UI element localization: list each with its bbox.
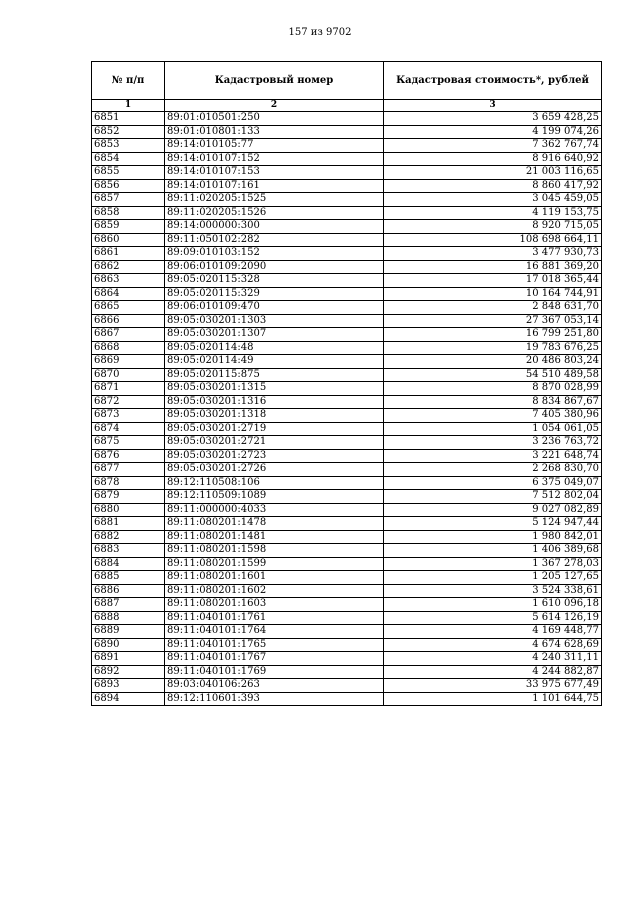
cadastral-value-table [91,61,602,706]
column-index-1: 1 [92,100,165,112]
cadastral-number: 89:09:010103:152 [165,247,384,261]
cadastral-number: 89:11:080201:1602 [165,584,384,598]
column-header-cadastral-value: Кадастровая стоимость*, рублей [384,62,602,100]
row-number: 6889 [92,625,165,639]
cadastral-number: 89:05:020115:875 [165,368,384,382]
table-row [92,571,602,585]
cadastral-value: 7 362 767,74 [384,139,602,153]
table-row [92,382,602,396]
cadastral-value: 3 236 763,72 [384,436,602,450]
cadastral-value: 8 870 028,99 [384,382,602,396]
cadastral-number: 89:05:030201:2726 [165,463,384,477]
cadastral-number: 89:05:030201:1318 [165,409,384,423]
cadastral-value: 108 698 664,11 [384,233,602,247]
cadastral-number: 89:14:010105:77 [165,139,384,153]
table-row [92,436,602,450]
cadastral-value: 6 375 049,07 [384,476,602,490]
cadastral-value: 4 169 448,77 [384,625,602,639]
table-row [92,692,602,706]
cadastral-value: 9 027 082,89 [384,503,602,517]
row-number: 6876 [92,449,165,463]
cadastral-value: 5 614 126,19 [384,611,602,625]
row-number: 6882 [92,530,165,544]
cadastral-value: 1 205 127,65 [384,571,602,585]
table-row [92,152,602,166]
cadastral-number: 89:05:020115:329 [165,287,384,301]
row-number: 6865 [92,301,165,315]
row-number: 6888 [92,611,165,625]
row-number: 6861 [92,247,165,261]
cadastral-number: 89:11:080201:1478 [165,517,384,531]
row-number: 6890 [92,638,165,652]
row-number: 6866 [92,314,165,328]
row-number: 6884 [92,557,165,571]
cadastral-value: 3 045 459,05 [384,193,602,207]
row-number: 6891 [92,652,165,666]
table-row [92,368,602,382]
row-number: 6880 [92,503,165,517]
row-number: 6883 [92,544,165,558]
cadastral-number: 89:05:020114:49 [165,355,384,369]
table-row [92,490,602,504]
cadastral-number: 89:05:020114:48 [165,341,384,355]
cadastral-number: 89:12:110508:106 [165,476,384,490]
cadastral-number: 89:05:030201:2721 [165,436,384,450]
row-number: 6860 [92,233,165,247]
cadastral-value: 7 405 380,96 [384,409,602,423]
cadastral-number: 89:11:080201:1481 [165,530,384,544]
row-number: 6873 [92,409,165,423]
cadastral-value: 1 367 278,03 [384,557,602,571]
cadastral-number: 89:12:110509:1089 [165,490,384,504]
cadastral-value: 21 003 116,65 [384,166,602,180]
table-row [92,274,602,288]
row-number: 6875 [92,436,165,450]
cadastral-number: 89:14:000000:300 [165,220,384,234]
row-number: 6877 [92,463,165,477]
row-number: 6874 [92,422,165,436]
row-number: 6871 [92,382,165,396]
cadastral-number: 89:11:080201:1603 [165,598,384,612]
cadastral-number: 89:11:020205:1526 [165,206,384,220]
row-number: 6894 [92,692,165,706]
row-number: 6870 [92,368,165,382]
table-row [92,328,602,342]
row-number: 6893 [92,679,165,693]
cadastral-value: 5 124 947,44 [384,517,602,531]
table-row [92,355,602,369]
cadastral-number: 89:14:010107:161 [165,179,384,193]
row-number: 6878 [92,476,165,490]
cadastral-value: 7 512 802,04 [384,490,602,504]
cadastral-value: 20 486 803,24 [384,355,602,369]
row-number: 6887 [92,598,165,612]
cadastral-value: 33 975 677,49 [384,679,602,693]
row-number: 6856 [92,179,165,193]
cadastral-value: 3 221 648,74 [384,449,602,463]
column-index-3: 3 [384,100,602,112]
cadastral-value: 1 980 842,01 [384,530,602,544]
row-number: 6857 [92,193,165,207]
cadastral-number: 89:14:010107:153 [165,166,384,180]
table-row [92,544,602,558]
table-row [92,139,602,153]
cadastral-number: 89:11:040101:1769 [165,665,384,679]
row-number: 6868 [92,341,165,355]
table-row [92,260,602,274]
table-row [92,625,602,639]
cadastral-value: 1 406 389,68 [384,544,602,558]
cadastral-value: 4 119 153,75 [384,206,602,220]
cadastral-number: 89:11:080201:1601 [165,571,384,585]
cadastral-value: 1 054 061,05 [384,422,602,436]
cadastral-value: 17 018 365,44 [384,274,602,288]
row-number: 6885 [92,571,165,585]
table-row [92,247,602,261]
cadastral-number: 89:11:040101:1761 [165,611,384,625]
table-row [92,409,602,423]
cadastral-number: 89:05:030201:1315 [165,382,384,396]
row-number: 6892 [92,665,165,679]
cadastral-value: 2 268 830,70 [384,463,602,477]
table-row [92,166,602,180]
cadastral-number: 89:11:080201:1598 [165,544,384,558]
cadastral-number: 89:05:030201:1307 [165,328,384,342]
row-number: 6864 [92,287,165,301]
column-index-2: 2 [165,100,384,112]
row-number: 6879 [92,490,165,504]
cadastral-value: 4 240 311,11 [384,652,602,666]
table-row [92,584,602,598]
row-number: 6854 [92,152,165,166]
table-row [92,233,602,247]
row-number: 6858 [92,206,165,220]
cadastral-value: 8 916 640,92 [384,152,602,166]
row-number: 6867 [92,328,165,342]
row-number: 6881 [92,517,165,531]
table-row [92,463,602,477]
cadastral-value: 4 674 628,69 [384,638,602,652]
table-row [92,287,602,301]
column-header-cadastral-number: Кадастровый номер [165,62,384,100]
table-row [92,112,602,126]
cadastral-value: 4 199 074,26 [384,125,602,139]
cadastral-number: 89:11:040101:1764 [165,625,384,639]
table-row [92,449,602,463]
cadastral-value: 8 860 417,92 [384,179,602,193]
cadastral-number: 89:05:030201:2719 [165,422,384,436]
row-number: 6863 [92,274,165,288]
cadastral-number: 89:05:020115:328 [165,274,384,288]
cadastral-value: 8 920 715,05 [384,220,602,234]
cadastral-number: 89:03:040106:263 [165,679,384,693]
cadastral-number: 89:12:110601:393 [165,692,384,706]
table-row [92,206,602,220]
cadastral-number: 89:11:020205:1525 [165,193,384,207]
table-row [92,301,602,315]
cadastral-value: 54 510 489,58 [384,368,602,382]
table-row [92,422,602,436]
table-row [92,517,602,531]
table-row [92,652,602,666]
table-row [92,220,602,234]
row-number: 6859 [92,220,165,234]
cadastral-number: 89:11:080201:1599 [165,557,384,571]
table-row [92,665,602,679]
table-row [92,638,602,652]
table-header-row [92,62,602,100]
cadastral-value: 16 799 251,80 [384,328,602,342]
table-row [92,341,602,355]
cadastral-number: 89:06:010109:2090 [165,260,384,274]
cadastral-value: 1 101 644,75 [384,692,602,706]
table-row [92,530,602,544]
cadastral-number: 89:11:050102:282 [165,233,384,247]
cadastral-value: 4 244 882,87 [384,665,602,679]
cadastral-value: 16 881 369,20 [384,260,602,274]
row-number: 6852 [92,125,165,139]
table-row [92,611,602,625]
table-row [92,395,602,409]
table-row [92,503,602,517]
table-row [92,557,602,571]
row-number: 6869 [92,355,165,369]
table-row [92,476,602,490]
table-row [92,193,602,207]
table-row [92,125,602,139]
row-number: 6886 [92,584,165,598]
cadastral-number: 89:01:010501:250 [165,112,384,126]
cadastral-number: 89:05:030201:1303 [165,314,384,328]
cadastral-number: 89:11:040101:1767 [165,652,384,666]
cadastral-number: 89:14:010107:152 [165,152,384,166]
cadastral-value: 8 834 867,67 [384,395,602,409]
cadastral-number: 89:01:010801:133 [165,125,384,139]
cadastral-value: 1 610 096,18 [384,598,602,612]
cadastral-value: 3 477 930,73 [384,247,602,261]
cadastral-value: 19 783 676,25 [384,341,602,355]
table-index-row [92,100,602,112]
row-number: 6872 [92,395,165,409]
table-row [92,679,602,693]
cadastral-number: 89:11:040101:1765 [165,638,384,652]
row-number: 6851 [92,112,165,126]
cadastral-value: 10 164 744,91 [384,287,602,301]
table-row [92,179,602,193]
cadastral-number: 89:05:030201:2723 [165,449,384,463]
cadastral-value: 3 659 428,25 [384,112,602,126]
column-header-number: № п/п [92,62,165,100]
table-row [92,314,602,328]
cadastral-value: 2 848 631,70 [384,301,602,315]
row-number: 6855 [92,166,165,180]
page-number: 157 из 9702 [288,27,352,38]
cadastral-number: 89:06:010109:470 [165,301,384,315]
table-row [92,598,602,612]
cadastral-value: 27 367 053,14 [384,314,602,328]
cadastral-value: 3 524 338,61 [384,584,602,598]
row-number: 6853 [92,139,165,153]
cadastral-number: 89:05:030201:1316 [165,395,384,409]
cadastral-number: 89:11:000000:4033 [165,503,384,517]
row-number: 6862 [92,260,165,274]
table-body [92,112,602,706]
